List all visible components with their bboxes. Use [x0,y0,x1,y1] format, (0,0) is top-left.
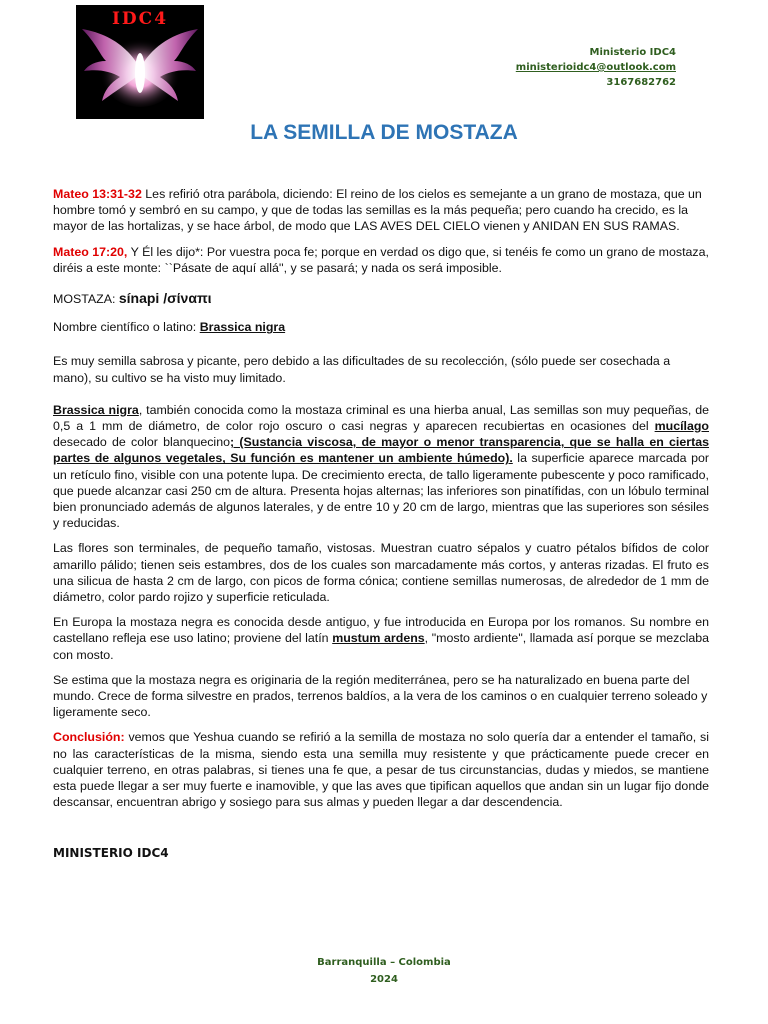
paragraph-text: Les refirió otra parábola, diciendo: El reino de los cielos es semejante a un grano de mostaza, que un hombre tomó y sembró en su campo, y que de todas las semillas es la más pequeña; pero cuando ha crecido, es la mayor de las hortalizas, y se hace árbol, de modo que LAS AVES DEL CIELO vienen y ANIDAN EN SUS RAMAS. [53,187,702,234]
paragraph-text: vemos que Yeshua cuando se refirió a la semilla de mostaza no solo quería dar a entender el tamaño, si no las características de la misma, siendo esta una semilla muy resistente y que prácticamente puede crecer en cualquier terreno, en otras palabras, si tienes una fe que, a pesar de tus circunstancias, dudas y miedos, se mantiene esta puede llegar a ser muy fuerte e inamovible, y que las aves que tipifican aquellos que andan sin un lugar fijo donde descansar, encuentran abrigo y sosiego para sus almas y pueden llegar a dar descendencia. [53,730,709,810]
document-body [53,186,709,861]
scientific-name: Brassica nigra [199,320,286,335]
paragraph-text: Y Él les dijo*: Por vuestra poca fe; porque en verdad os digo que, si tenéis fe como un grano de mostaza, diréis a este monte: ``Pásate de aquí allá'', y se pasará; y nada os será imposible. [53,244,709,275]
latin-term: mustum ardens [332,631,425,646]
paragraph-text: Las flores son terminales, de pequeño tamaño, vistosas. Muestran cuatro sépalos y cuatro pétalos bífidos de color amarillo pálido; tienen seis estambres, dos de los cuales son marcadamente más cortos, y anteras rizadas. El fruto es una silicua de hasta 2 cm de largo, con picos de forma cónica; contiene semillas numerosas, de alrededor de 1 mm de diámetro, color pardo rojizo y superficie reticulada. [53,541,709,605]
paragraph-origin [53,672,709,721]
paragraph-mateo-13 [53,186,709,235]
paragraph-text: desecado de color blanquecino [53,435,230,450]
paragraph-text: , "mosto ardiente", llamada así porque se mezclaba con mosto. [53,631,709,662]
greek-term: sínapi /σίναπι [118,290,212,307]
scripture-reference: Mateo 13:31-32 [53,187,142,201]
paragraph-mostaza-term [53,290,709,307]
footer-location: Barranquilla – Colombia [317,957,451,968]
signature: MINISTERIO IDC4 [53,845,169,860]
paragraph-europe [53,614,709,663]
paragraph-text: Es muy semilla sabrosa y picante, pero debido a las dificultades de su recolección, (sólo puede ser cosechada a mano), su cultivo se ha visto muy limitado. [53,354,671,385]
paragraph-flowers [53,540,709,605]
scientific-name: Brassica nigra [53,402,139,417]
paragraph-text: la superficie aparece marcada por un retículo fino, visible con una potente lupa. De crecimiento erecta, de tallo ligeramente pubescente y poco ramificado, que puede alcanzar casi 250 cm de altura. Presenta hojas alternas; las inferiores son pinatífidas, con un lóbulo terminal bien pronunciado además de algunos laterales, y de entre 10 y 20 cm de largo, mientras que las superiores son sésiles y reducidas. [53,451,709,531]
paragraph-text: En Europa la mostaza negra es conocida desde antiguo, y fue introducida en Europa por los romanos. Su nombre en castellano refleja ese uso latino; proviene del latín [53,615,709,646]
paragraph-text: Se estima que la mostaza negra es originaria de la región mediterránea, pero se ha naturalizado en buena parte del mundo. Crece de forma silvestre en prados, terrenos baldíos, a la vera de los caminos o en cualquier terreno soleado y ligeramente seco. [53,672,708,720]
term-label: Nombre científico o latino: [53,320,200,335]
contact-block [516,45,676,90]
ministry-logo [76,5,204,119]
paragraph-mateo-17 [53,244,709,276]
paragraph-flavor [53,353,709,385]
phone-number: 3167682762 [606,77,676,88]
paragraph-scientific-name [53,319,709,335]
page-title: LA SEMILLA DE MOSTAZA [250,121,518,144]
term-mucilago: mucílago [654,419,709,434]
paragraph-text: , también conocida como la mostaza criminal es una hierba anual, Las semillas son muy pequeñas, de 0,5 a 1 mm de diámetro, de color rojo oscuro o casi negras y aparecen recubiertas en ocasiones del [53,402,709,434]
term-label: MOSTAZA: [53,292,119,307]
email-link[interactable]: ministerioidc4@outlook.com [515,62,676,73]
term-definition: ; (Sustancia viscosa, de mayor o menor transparencia, que se halla en ciertas partes de algunos vegetales, Su función es mantener un ambiente húmedo). [53,435,709,466]
paragraph-description [53,402,709,532]
scripture-reference: Mateo 17:20, [53,244,128,259]
paragraph-conclusion [53,729,709,810]
logo-text: IDC4 [111,9,169,29]
footer-year: 2024 [370,974,398,985]
footer [0,954,768,988]
ministry-name: Ministerio IDC4 [589,47,676,58]
conclusion-label: Conclusión: [53,730,125,745]
